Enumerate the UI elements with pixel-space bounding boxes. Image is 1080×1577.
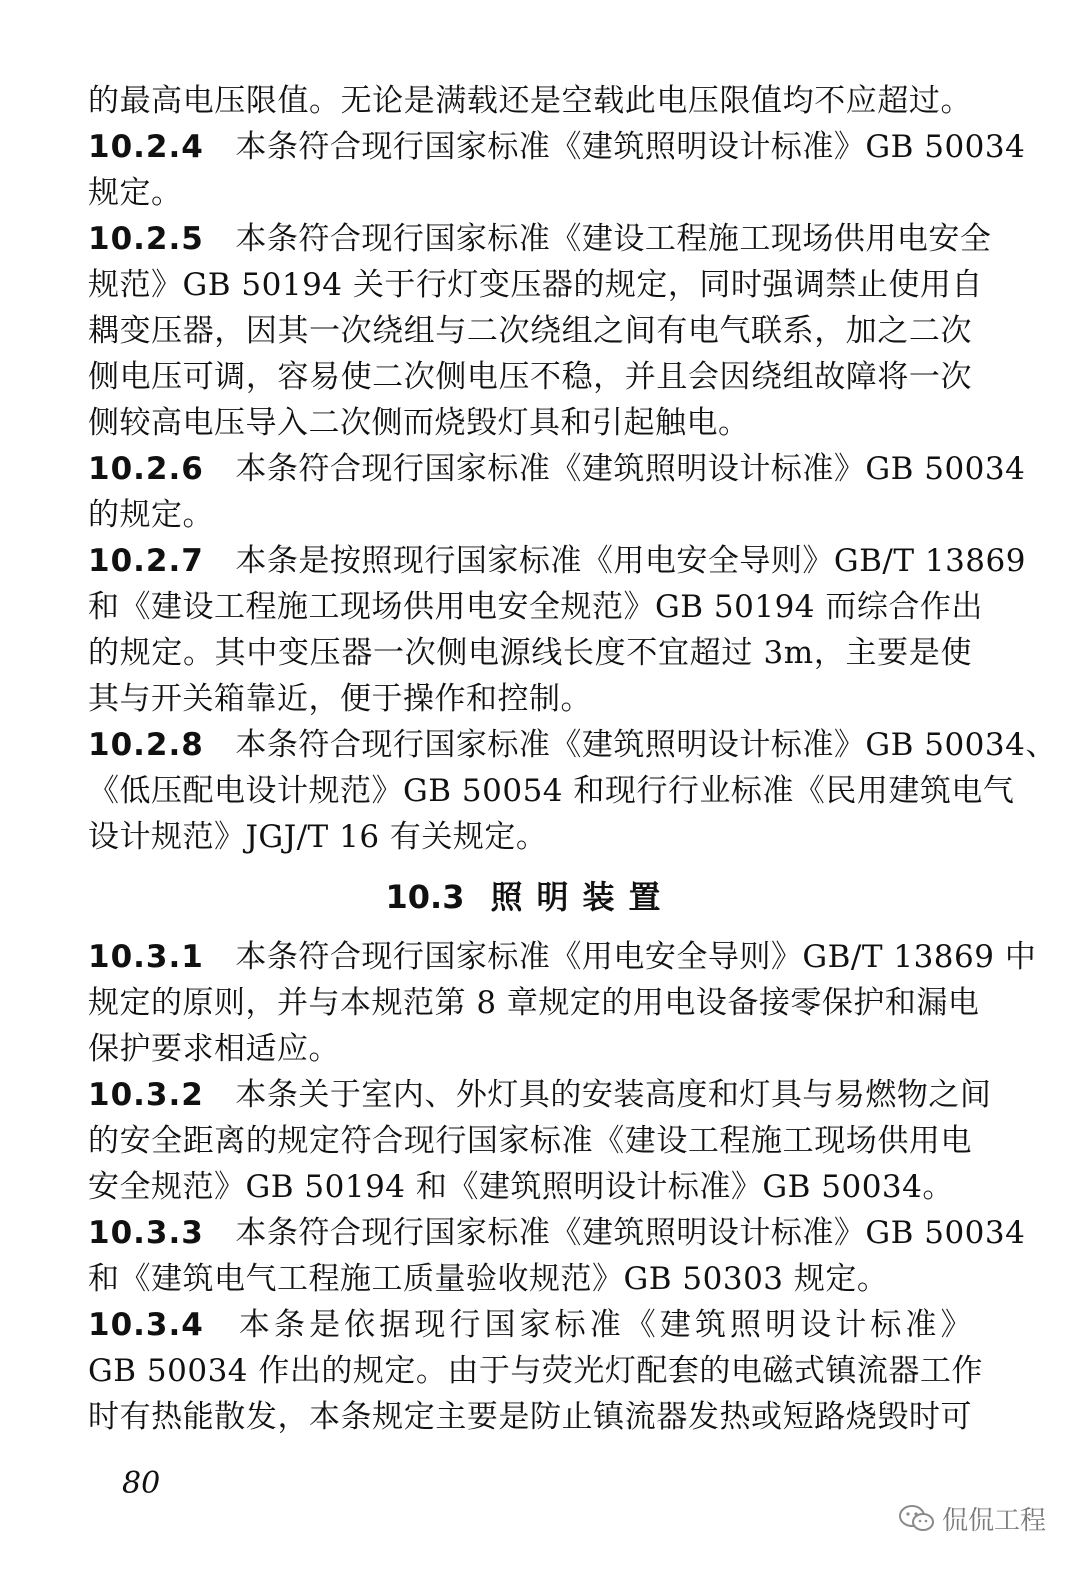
clause-number: 10.2.4: [88, 129, 204, 165]
text-line: [88, 676, 972, 722]
line-text: 本条符合现行国家标准《建筑照明设计标准》GB 50034、: [235, 727, 1057, 763]
text-line: [88, 1394, 972, 1440]
text-line: [88, 1026, 972, 1072]
clauses-10-3: [88, 934, 1037, 1440]
text-line: [88, 492, 972, 538]
text-line: [88, 1118, 972, 1164]
text-line: [88, 630, 972, 676]
text-line: [88, 1210, 1026, 1256]
text-line: [88, 814, 972, 860]
line-text: 《低压配电设计规范》GB 50054 和现行行业标准《民用建筑电气: [88, 773, 1015, 809]
text-line: [88, 1302, 972, 1348]
text-line: [88, 584, 983, 630]
text-line: [88, 768, 1015, 814]
wechat-icon: [898, 1504, 936, 1534]
line-text: GB 50034 作出的规定。由于与荧光灯配套的电磁式镇流器工作: [88, 1353, 983, 1389]
line-text: 本条符合现行国家标准《建设工程施工现场供用电安全: [235, 221, 992, 257]
text-line: [88, 78, 972, 124]
section-number: 10.3: [385, 878, 465, 916]
text-line: [88, 980, 980, 1026]
text-line: [88, 216, 992, 262]
line-text: 本条是依据现行国家标准《建筑照明设计标准》: [235, 1307, 972, 1343]
clauses-10-2: [88, 78, 1057, 860]
line-text: 本条关于室内、外灯具的安装高度和灯具与易燃物之间: [235, 1077, 992, 1113]
line-text: 侧较高电压导入二次侧而烧毁灯具和引起触电。: [88, 405, 750, 441]
text-line: [88, 446, 1026, 492]
line-text: 和《建筑电气工程施工质量验收规范》GB 50303 规定。: [88, 1261, 889, 1297]
line-text: 本条符合现行国家标准《建筑照明设计标准》GB 50034: [235, 129, 1026, 165]
text-line: [88, 308, 972, 354]
line-text: 本条符合现行国家标准《用电安全导则》GB/T 13869 中: [235, 939, 1037, 975]
text-line: [88, 1348, 983, 1394]
text-line: [88, 354, 972, 400]
watermark-text: 侃侃工程: [942, 1506, 1047, 1536]
line-text: 耦变压器，因其一次绕组与二次绕组之间有电气联系，加之二次: [88, 313, 972, 349]
section-heading: [88, 864, 972, 930]
text-line: [88, 170, 972, 216]
line-text: 本条符合现行国家标准《建筑照明设计标准》GB 50034: [235, 451, 1026, 487]
clause-number: 10.3.1: [88, 939, 204, 975]
line-text: 和《建设工程施工现场供用电安全规范》GB 50194 而综合作出: [88, 589, 983, 625]
line-text: 安全规范》GB 50194 和《建筑照明设计标准》GB 50034。: [88, 1169, 954, 1205]
clause-number: 10.2.8: [88, 727, 204, 763]
text-line: [88, 262, 983, 308]
clause-number: 10.2.7: [88, 543, 204, 579]
clause-number: 10.2.6: [88, 451, 204, 487]
line-text: 的规定。: [88, 497, 214, 533]
text-line: [88, 1072, 992, 1118]
line-text: 保护要求相适应。: [88, 1031, 340, 1067]
text-line: [88, 124, 1026, 170]
clause-number: 10.2.5: [88, 221, 204, 257]
clause-number: 10.3.2: [88, 1077, 204, 1113]
line-text: 的安全距离的规定符合现行国家标准《建设工程施工现场供用电: [88, 1123, 972, 1159]
text-line: [88, 400, 972, 446]
line-text: 规范》GB 50194 关于行灯变压器的规定，同时强调禁止使用自: [88, 267, 983, 303]
line-text: 其与开关箱靠近，便于操作和控制。: [88, 681, 592, 717]
text-line: [88, 934, 1037, 980]
line-text: 的最高电压限值。无论是满载还是空载此电压限值均不应超过。: [88, 83, 972, 119]
text-body: [88, 78, 1057, 1440]
clause-number: 10.3.4: [88, 1307, 204, 1343]
line-text: 规定的原则，并与本规范第 8 章规定的用电设备接零保护和漏电: [88, 985, 980, 1021]
clause-number: 10.3.3: [88, 1215, 204, 1251]
line-text: 设计规范》JGJ/T 16 有关规定。: [88, 819, 548, 855]
text-line: [88, 722, 1057, 768]
text-line: [88, 538, 1026, 584]
line-text: 本条符合现行国家标准《建筑照明设计标准》GB 50034: [235, 1215, 1026, 1251]
section-title: 照明装置: [490, 878, 675, 916]
line-text: 规定。: [88, 175, 183, 211]
line-text: 时有热能散发，本条规定主要是防止镇流器发热或短路烧毁时可: [88, 1399, 972, 1435]
line-text: 本条是按照现行国家标准《用电安全导则》GB/T 13869: [235, 543, 1026, 579]
line-text: 侧电压可调，容易使二次侧电压不稳，并且会因绕组故障将一次: [88, 359, 972, 395]
text-line: [88, 1164, 972, 1210]
watermark: [898, 1500, 1046, 1537]
line-text: 的规定。其中变压器一次侧电源线长度不宜超过 3m，主要是使: [88, 635, 972, 671]
text-line: [88, 1256, 972, 1302]
page-number: 80: [122, 1466, 161, 1501]
